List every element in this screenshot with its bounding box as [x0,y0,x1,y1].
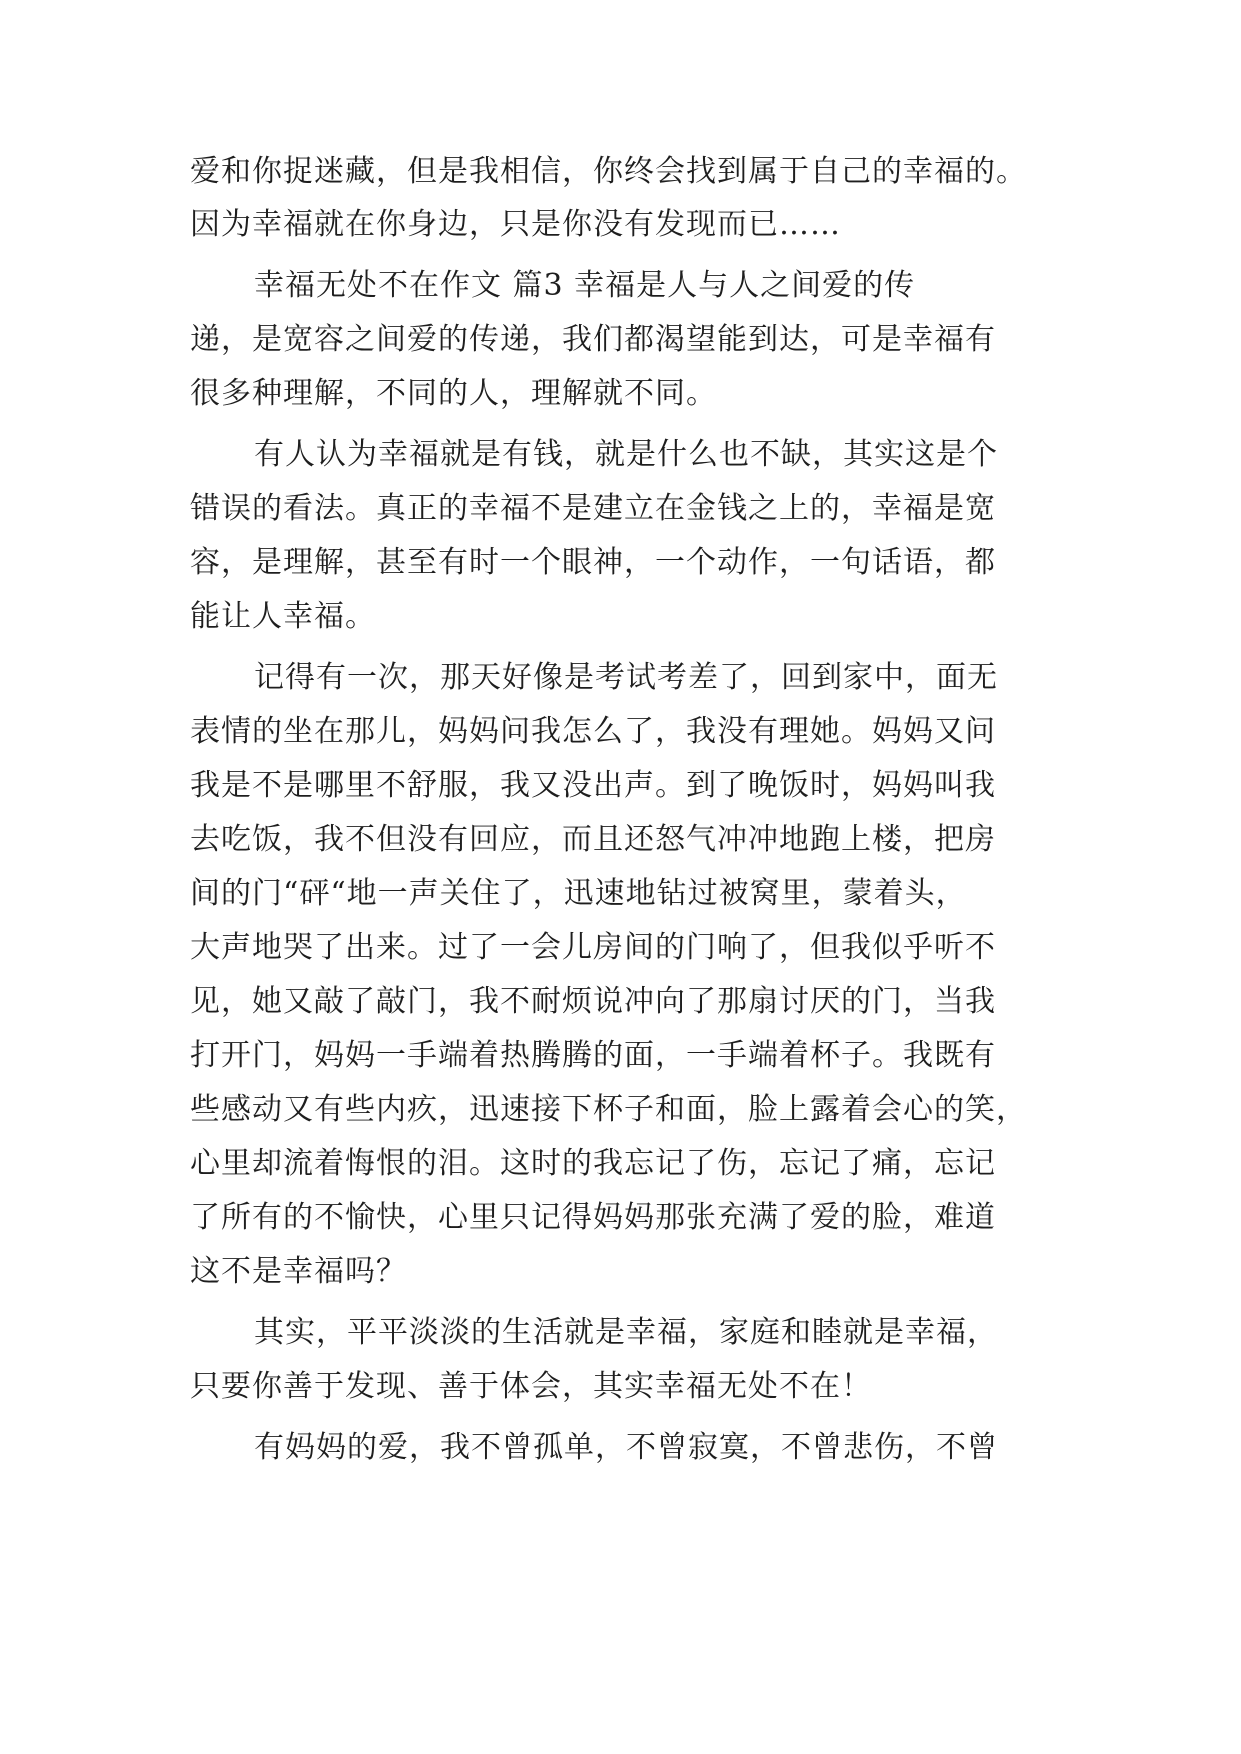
text-line: 只要你善于发现、善于体会，其实幸福无处不在！ [190,1369,872,1404]
text-line: 我是不是哪里不舒服，我又没出声。到了晚饭时，妈妈叫我 [190,768,996,803]
text-line: 些感动又有些内疚，迅速接下杯子和面，脸上露着会心的笑， [190,1092,1027,1127]
text-line: 错误的看法。真正的幸福不是建立在金钱之上的，幸福是宽 [190,491,996,526]
text-line: 因为幸福就在你身边，只是你没有发现而已…… [190,207,841,242]
text-line: 去吃饭，我不但没有回应，而且还怒气冲冲地跑上楼，把房 [190,822,996,857]
text-line: 间的门“砰“地一声关住了，迅速地钻过被窝里，蒙着头， [190,876,967,911]
text-line: 记得有一次，那天好像是考试考差了，回到家中，面无 [254,660,998,695]
text-line: 见，她又敲了敲门，我不耐烦说冲向了那扇讨厌的门，当我 [190,984,996,1019]
section-heading-line: 幸福无处不在作文 篇3 幸福是人与人之间爱的传 [254,268,916,303]
text-line: 很多种理解，不同的人，理解就不同。 [190,376,717,411]
text-line: 有妈妈的爱，我不曾孤单，不曾寂寞，不曾悲伤，不曾 [254,1430,998,1465]
text-line: 打开门，妈妈一手端着热腾腾的面，一手端着杯子。我既有 [190,1038,996,1073]
text-line: 能让人幸福。 [190,599,376,634]
text-line: 这不是幸福吗？ [190,1254,407,1289]
text-line: 表情的坐在那儿，妈妈问我怎么了，我没有理她。妈妈又问 [190,714,996,749]
text-line: 其实，平平淡淡的生活就是幸福，家庭和睦就是幸福， [254,1315,998,1350]
text-line: 递，是宽容之间爱的传递，我们都渴望能到达，可是幸福有 [190,322,996,357]
text-line: 有人认为幸福就是有钱，就是什么也不缺，其实这是个 [254,437,998,472]
text-line: 爱和你捉迷藏，但是我相信，你终会找到属于自己的幸福的。 [190,154,1027,189]
text-line: 容，是理解，甚至有时一个眼神，一个动作，一句话语，都 [190,545,996,580]
text-line: 大声地哭了出来。过了一会儿房间的门响了，但我似乎听不 [190,930,996,965]
text-line: 了所有的不愉快，心里只记得妈妈那张充满了爱的脸，难道 [190,1200,996,1235]
text-line: 心里却流着悔恨的泪。这时的我忘记了伤，忘记了痛，忘记 [190,1146,996,1181]
